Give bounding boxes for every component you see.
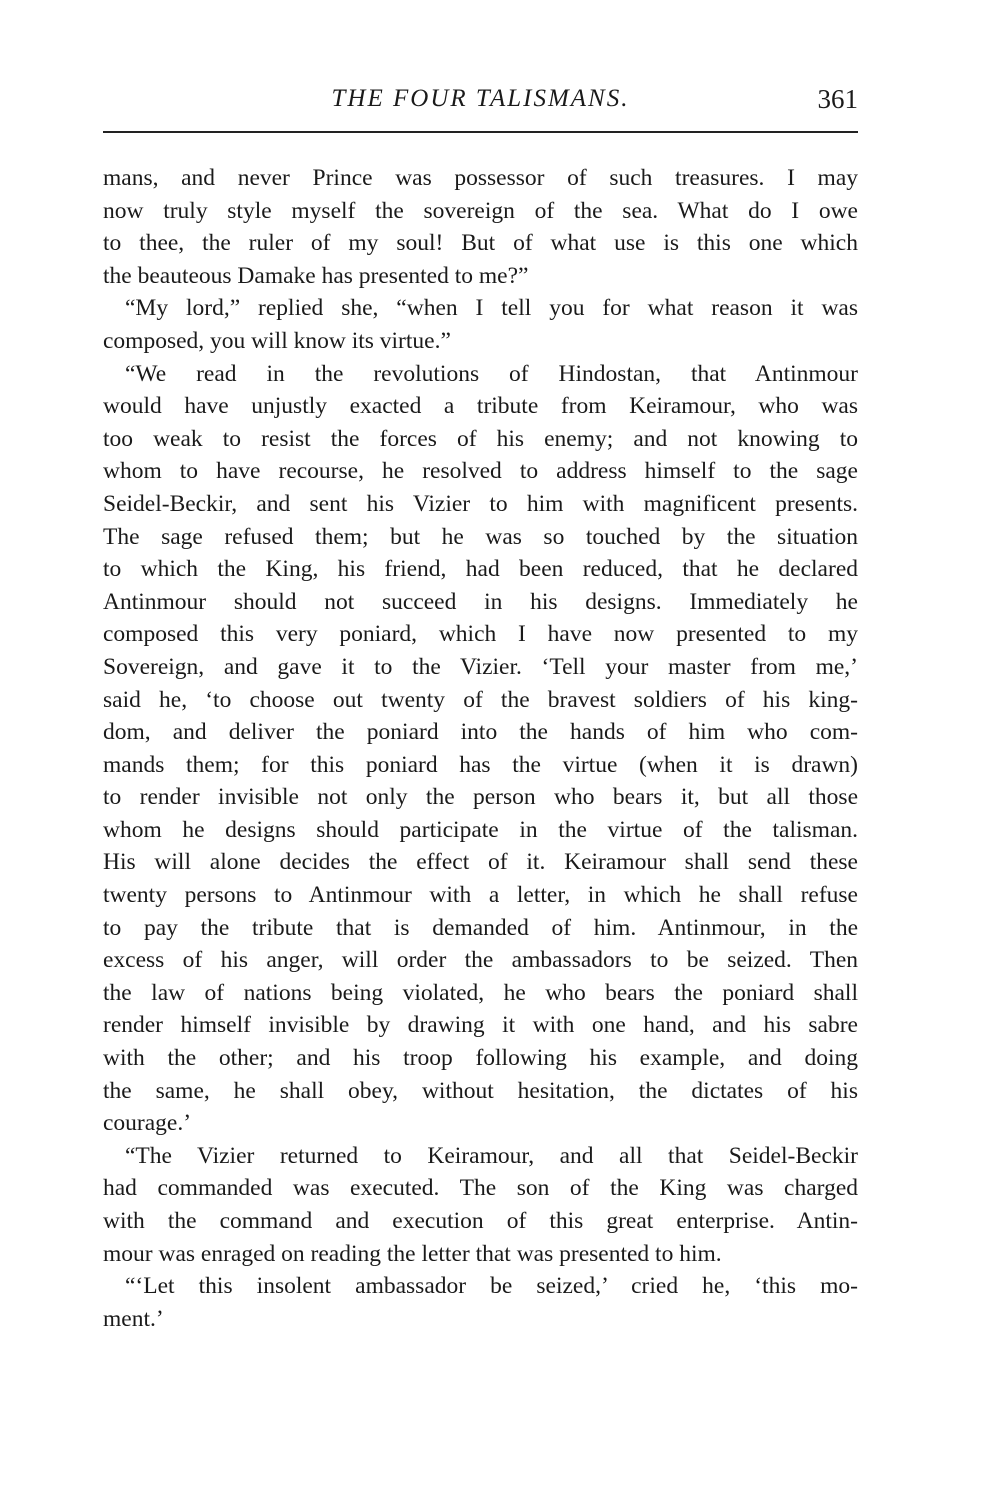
text-line: mans, and never Prince was possessor of such treasures. I may	[103, 165, 858, 191]
running-title: THE FOUR TALISMANS.	[331, 85, 630, 112]
text-line: mour was enraged on reading the letter that was presented to him.	[103, 1240, 722, 1267]
text-line: said he, ‘to choose out twenty of the bravest soldiers of his king-	[103, 686, 858, 713]
text-line: ment.’	[103, 1305, 164, 1332]
text-line: composed this very poniard, which I have now presented to my	[103, 621, 858, 648]
paragraph	[103, 1270, 858, 1335]
text-line: “The Vizier returned to Keiramour, and all that Seidel-Beckir	[125, 1142, 858, 1169]
text-line: mands them; for this poniard has the virtue (when it is drawn)	[103, 751, 858, 778]
paragraph	[103, 1140, 858, 1270]
text-line: Seidel-Beckir, and sent his Vizier to him with magnificent presents.	[103, 490, 858, 517]
text-line: had commanded was executed. The son of the King was charged	[103, 1175, 858, 1202]
text-line: dom, and deliver the poniard into the hands of him who com-	[103, 719, 858, 746]
body-text	[103, 162, 858, 1335]
text-line: with the other; and his troop following his example, and doing	[103, 1045, 858, 1072]
header-rule	[103, 131, 858, 133]
text-line: now truly style myself the sovereign of the sea. What do I owe	[103, 197, 858, 224]
page-number: 361	[817, 84, 858, 114]
text-line: The sage refused them; but he was so touched by the situation	[103, 523, 858, 550]
paragraph	[103, 292, 858, 357]
text-line: Antinmour should not succeed in his designs. Immediately he	[103, 588, 858, 615]
text-line: to pay the tribute that is demanded of him. Antinmour, in the	[103, 914, 858, 941]
text-line: would have unjustly exacted a tribute from Keiramour, who was	[103, 393, 858, 420]
text-line: with the command and execution of this great enterprise. Antin-	[103, 1208, 858, 1234]
text-line: too weak to resist the forces of his enemy; and not knowing to	[103, 425, 858, 452]
text-line: “My lord,” replied she, “when I tell you for what reason it was	[125, 295, 858, 322]
text-line: the beauteous Damake has presented to me?”	[103, 262, 529, 289]
text-line: His will alone decides the effect of it. Keiramour shall send these	[103, 849, 858, 876]
page-header	[103, 82, 858, 122]
text-line: “‘Let this insolent ambassador be seized,’ cried he, ‘this mo-	[125, 1273, 858, 1300]
text-line: whom to have recourse, he resolved to address himself to the sage	[103, 458, 858, 485]
text-line: render himself invisible by drawing it with one hand, and his sabre	[103, 1012, 858, 1039]
text-line: to render invisible not only the person who bears it, but all those	[103, 784, 858, 811]
text-line: courage.’	[103, 1110, 192, 1137]
text-line: to which the King, his friend, had been reduced, that he declared	[103, 556, 858, 583]
text-line: whom he designs should participate in the virtue of the talisman.	[103, 816, 858, 843]
text-line: Sovereign, and gave it to the Vizier. ‘Tell your master from me,’	[103, 653, 858, 680]
paragraph	[103, 162, 858, 292]
text-line: to thee, the ruler of my soul! But of what use is this one which	[103, 230, 858, 257]
text-line: twenty persons to Antinmour with a letter, in which he shall refuse	[103, 882, 858, 909]
text-line: composed, you will know its virtue.”	[103, 327, 451, 354]
text-line: the same, he shall obey, without hesitation, the dictates of his	[103, 1077, 858, 1104]
paragraph	[103, 358, 858, 1140]
text-line: “We read in the revolutions of Hindostan, that Antinmour	[125, 360, 858, 387]
text-line: excess of his anger, will order the ambassadors to be seized. Then	[103, 947, 858, 974]
text-line: the law of nations being violated, he who bears the poniard shall	[103, 979, 858, 1006]
